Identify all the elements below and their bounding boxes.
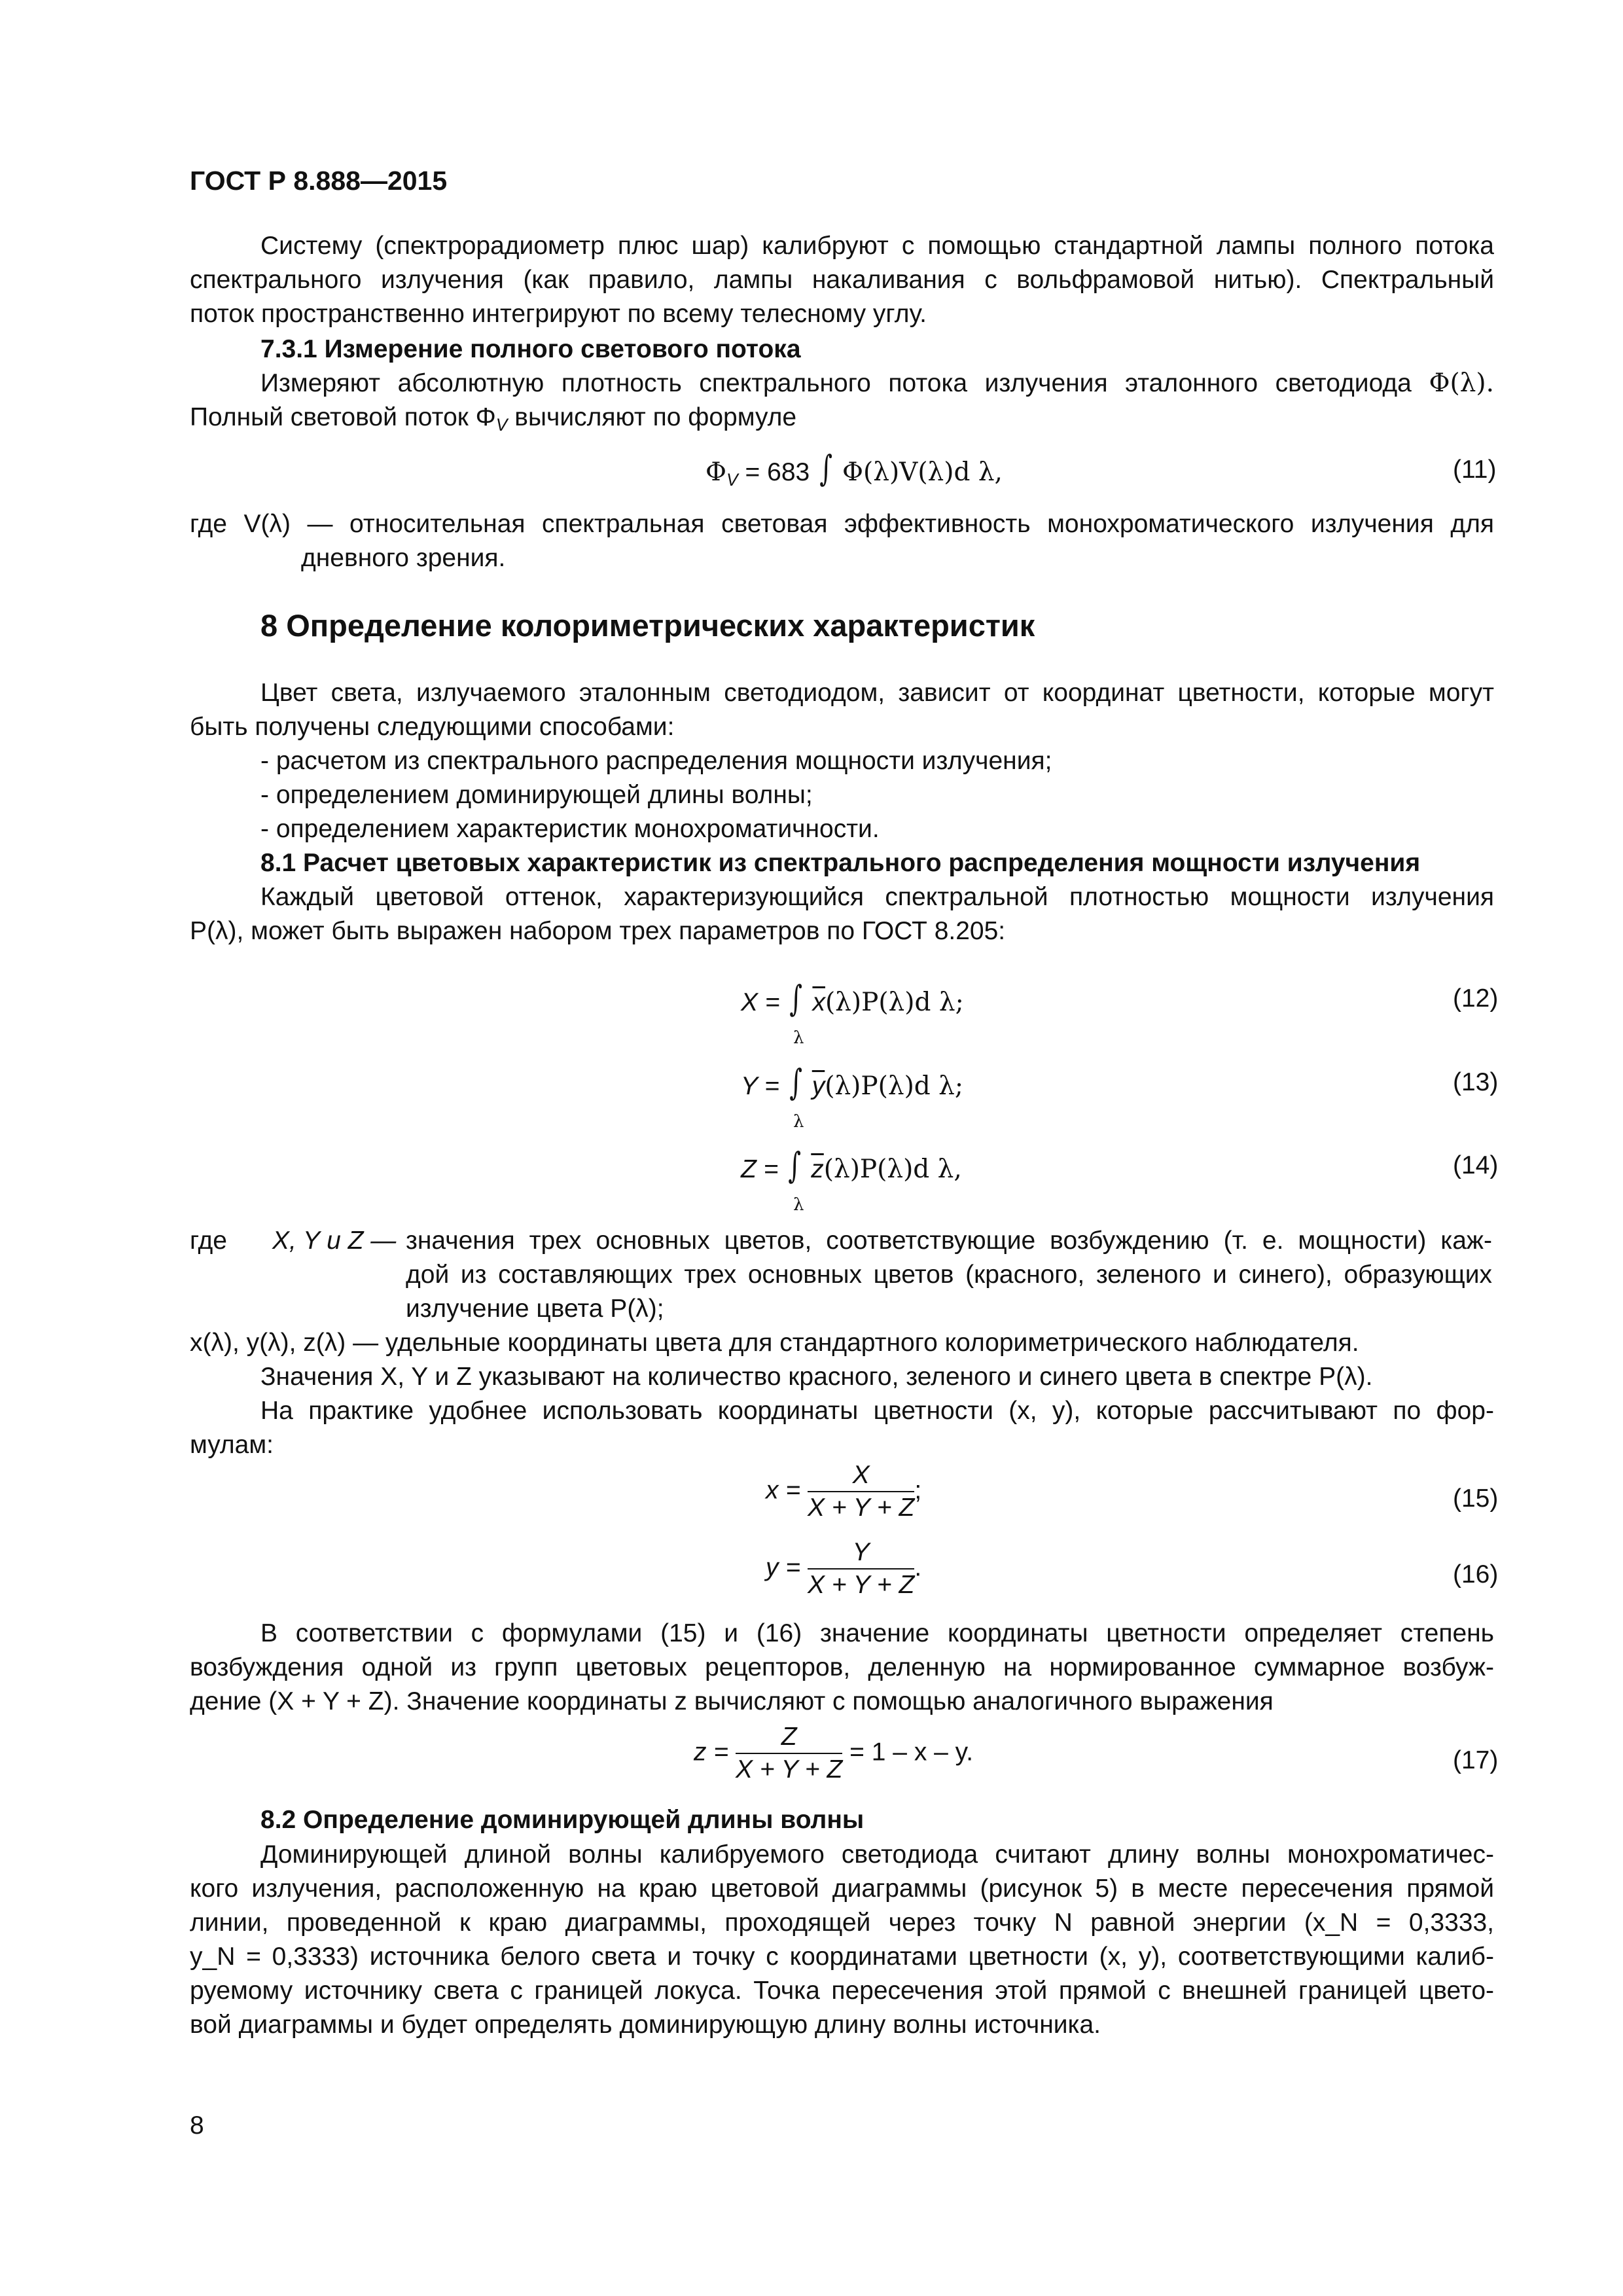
equation-number: (14) — [1453, 1151, 1499, 1179]
equation-number: (13) — [1453, 1068, 1499, 1096]
fraction: $\frac{Z}{X + Y + Z}$ — [735, 1723, 843, 1784]
fraction: $\frac{X}{X + Y + Z}$ — [807, 1461, 915, 1522]
text-line: x(λ), y(λ), z(λ) — удельные координаты цвета для стандартного колориметрического наблюдателя. — [190, 1329, 1359, 1357]
equation-16: y = $\frac{Y}{X + Y + Z}$ . — [766, 1537, 921, 1601]
page-number: 8 — [190, 2111, 204, 2140]
integral-sign: ∫ — [789, 978, 803, 1019]
list-item: - определением характеристик монохроматичности. — [260, 815, 880, 843]
text-line: Доминирующей длиной волны калибруемого светодиода считают длину волны монохроматичес- — [260, 1840, 1494, 1869]
text-line: Измеряют абсолютную плотность спектрального потока излучения эталонного светодиода Φ(λ). — [260, 368, 1494, 398]
equation-15: x = $\frac{X}{X + Y + Z}$ ; — [766, 1460, 921, 1524]
equation-number: (16) — [1453, 1560, 1499, 1588]
equation-14: Z = ∫ $\overline{z}(\lambda)P(\lambda)d$ λ, — [741, 1145, 962, 1186]
paragraph-calibration — [190, 229, 1494, 331]
paragraph-dominant-wavelength — [190, 1838, 1494, 2042]
text-line: поток пространственно интегрируют по всему телесному углу. — [190, 300, 927, 328]
text-line: спектрального излучения (как правило, лампы накаливания с вольфрамовой нитью). Спектральный — [190, 266, 1494, 294]
section-heading-8: 8 Определение колориметрических характеристик — [260, 608, 1035, 643]
equation-number: (17) — [1453, 1746, 1499, 1774]
equation-number: (15) — [1453, 1484, 1499, 1513]
list-item: - определением доминирующей длины волны; — [260, 781, 813, 809]
equation-17: z = $\frac{Z}{X + Y + Z}$ = 1 – x – y. — [694, 1721, 973, 1785]
text-line: возбуждения одной из групп цветовых рецепторов, деленную на нормированное суммарное возбуж- — [190, 1653, 1494, 1681]
paragraph-colour — [190, 676, 1494, 846]
text-line: руемому источнику света с границей локуса. Точка пересечения этой прямой с внешней границей цвето- — [190, 1977, 1494, 2005]
list-item: - расчетом из спектрального распределения мощности излучения; — [260, 747, 1052, 775]
text-line: Систему (спектрорадиометр плюс шар) калибруют с помощью стандартной лампы полного потока — [260, 232, 1494, 260]
text-line: вой диаграммы и будет определять доминирующую длину волны источника. — [190, 2011, 1101, 2039]
text-line: дение (X + Y + Z). Значение координаты z вычисляют с помощью аналогичного выражения — [190, 1687, 1274, 1715]
text-line: кого излучения, расположенную на краю цветовой диаграммы (рисунок 5) в месте пересечения прямой — [190, 1874, 1494, 1903]
text-line: Каждый цветовой оттенок, характеризующийся спектральной плотностью мощности излучения — [260, 883, 1494, 911]
paragraph-flux — [190, 367, 1494, 435]
equation-13: Y = ∫ $\overline{y}(\lambda)P(\lambda)d$ λ; — [741, 1062, 964, 1103]
where-vars: X, Y и Z — — [272, 1227, 397, 1255]
text-line: P(λ), может быть выражен набором трех параметров по ГОСТ 8.205: — [190, 917, 1006, 945]
section-heading-8-1: 8.1 Расчет цветовых характеристик из спектрального распределения мощности излучения — [260, 849, 1421, 877]
integral-sign: ∫ — [789, 1062, 802, 1103]
where-clause-14 — [406, 1224, 1492, 1326]
paragraph-hue — [190, 880, 1494, 948]
text-line: излучение цвета P(λ); — [406, 1295, 664, 1323]
text-line: На практике удобнее использовать координаты цветности (x, y), которые рассчитывают по фор- — [260, 1397, 1494, 1425]
paragraph-xyz — [190, 1360, 1494, 1462]
document-header: ГОСТ Р 8.888—2015 — [190, 166, 448, 196]
text-line: y_N = 0,3333) источника белого света и точку с координатами цветности (x, y), соответствующими калиб- — [190, 1943, 1494, 1971]
text-line: линии, проведенной к краю диаграммы, проходящей через точку N равной энергии (x_N = 0,3333, — [190, 1909, 1494, 1937]
equation-11: $\Phi_V = 683$ ∫ Φ(λ)V(λ)d λ, — [705, 448, 1003, 490]
text-line: дневного зрения. — [301, 544, 506, 572]
text-line: значения трех основных цветов, соответствующие возбуждению (т. е. мощности) каж- — [406, 1227, 1492, 1255]
text-line: В соответствии с формулами (15) и (16) значение координаты цветности определяет степень — [260, 1619, 1494, 1647]
where-clause-11 — [190, 507, 1494, 575]
equation-number: (12) — [1453, 984, 1499, 1013]
section-heading-8-2: 8.2 Определение доминирующей длины волны — [260, 1806, 865, 1834]
paragraph-coordinate — [190, 1617, 1494, 1719]
text-line: Значения X, Y и Z указывают на количество красного, зеленого и синего цвета в спектре P(λ). — [260, 1363, 1373, 1391]
equation-number: (11) — [1453, 456, 1497, 484]
integral-sign: ∫ — [788, 1145, 802, 1186]
equation-12: X = ∫ $\overline{x}(\lambda)P(\lambda)d$ λ; — [741, 978, 964, 1019]
fraction: $\frac{Y}{X + Y + Z}$ — [807, 1538, 915, 1599]
where-label: где — [190, 1227, 227, 1255]
integral-sign: ∫ — [819, 448, 832, 489]
text-line: мулам: — [190, 1431, 274, 1459]
section-heading-7-3-1: 7.3.1 Измерение полного светового потока — [260, 335, 801, 363]
text-line: Цвет света, излучаемого эталонным светодиодом, зависит от координат цветности, которые могут — [260, 679, 1494, 707]
where-clause-coords — [190, 1326, 1494, 1360]
text-line: где V(λ) — относительная спектральная световая эффективность монохроматического излучения для — [190, 510, 1494, 538]
text-line: дой из составляющих трех основных цветов (красного, зеленого и синего), образующих — [406, 1261, 1492, 1289]
text-line: быть получены следующими способами: — [190, 713, 675, 741]
text-line: Полный световой поток $\Phi_V$ вычисляют по формуле — [190, 403, 797, 435]
